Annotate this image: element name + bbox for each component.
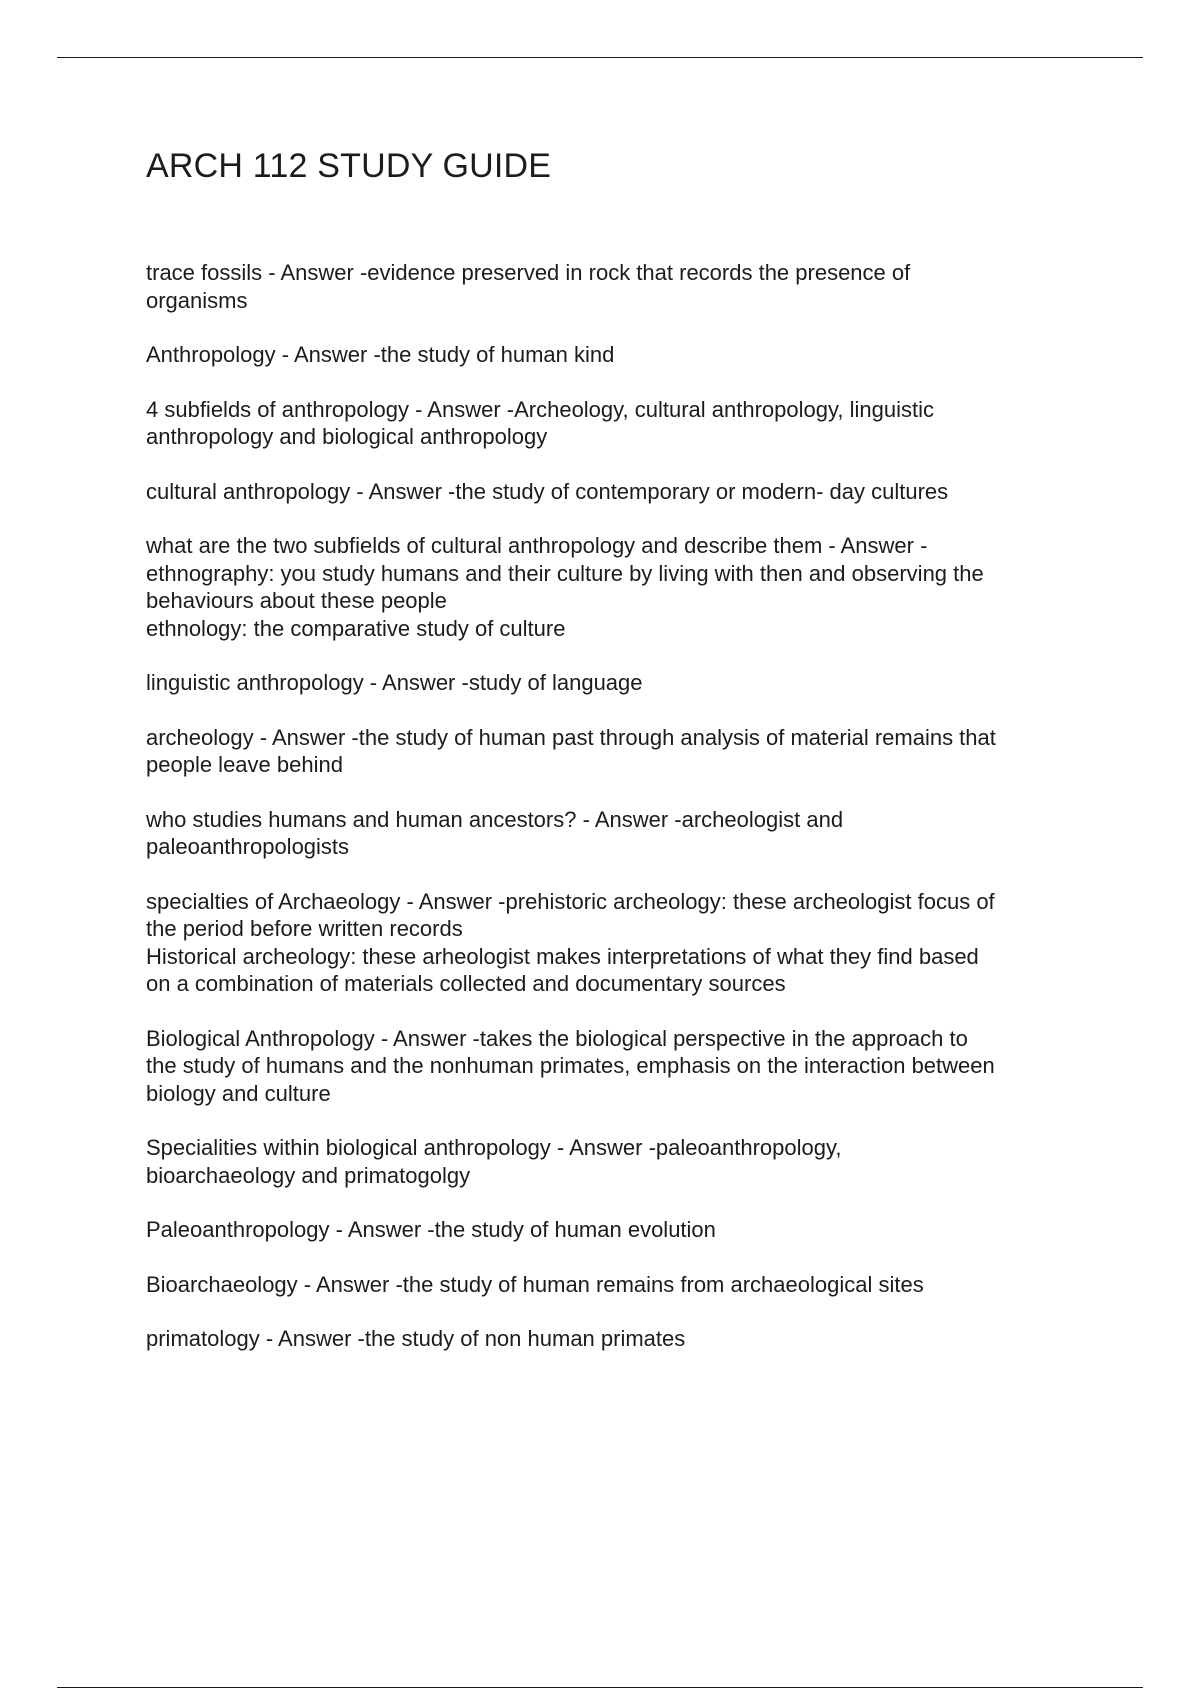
entry-anthropology: Anthropology - Answer -the study of human kind bbox=[146, 342, 615, 367]
entry-archeology: archeology - Answer -the study of human past through analysis of material remains that people leave behind bbox=[146, 724, 996, 777]
entry-who-studies-humans: who studies humans and human ancestors? - Answer -archeologist and paleoanthropologists bbox=[146, 806, 844, 859]
entry-four-subfields: 4 subfields of anthropology - Answer -Archeology, cultural anthropology, linguistic anthropology and biological anthropology bbox=[146, 396, 934, 449]
entry-primatology: primatology - Answer -the study of non human primates bbox=[146, 1326, 686, 1351]
entry-cultural-anthropology: cultural anthropology - Answer -the study of contemporary or modern- day cultures bbox=[146, 478, 949, 504]
entry-paleoanthropology: Paleoanthropology - Answer -the study of human evolution bbox=[146, 1217, 716, 1242]
entry-biological-anthropology: Biological Anthropology - Answer -takes the biological perspective in the approach to the study of humans and the nonhuman primates, emphasis on the interaction between biology and culture bbox=[146, 1025, 995, 1106]
entry-linguistic-anthropology: linguistic anthropology - Answer -study of language bbox=[146, 670, 643, 695]
entry-biological-specialities: Specialities within biological anthropology - Answer -paleoanthropology, bioarchaeology and primatogolgy bbox=[146, 1135, 842, 1188]
entry-trace-fossils: trace fossils - Answer -evidence preserved in rock that records the presence of organisms bbox=[146, 260, 911, 313]
entry-bioarchaeology: Bioarchaeology - Answer -the study of human remains from archaeological sites bbox=[146, 1271, 924, 1297]
document-body bbox=[146, 144, 1096, 1380]
document-title: ARCH 112 STUDY GUIDE bbox=[146, 147, 552, 185]
entry-cultural-subfields: what are the two subfields of cultural anthropology and describe them - Answer - ethnography: you study humans and their culture by living with then and observing the behaviours about these people ethnology: the comparative study of culture bbox=[146, 533, 984, 641]
top-rule bbox=[57, 57, 1143, 58]
bottom-rule bbox=[57, 1687, 1143, 1688]
entry-specialties-archaeology: specialties of Archaeology - Answer -prehistoric archeology: these archeologist focus of the period before written records Historical archeology: these arheologist makes interpretations of what they find based on a combination of materials collected and documentary sources bbox=[146, 888, 995, 996]
